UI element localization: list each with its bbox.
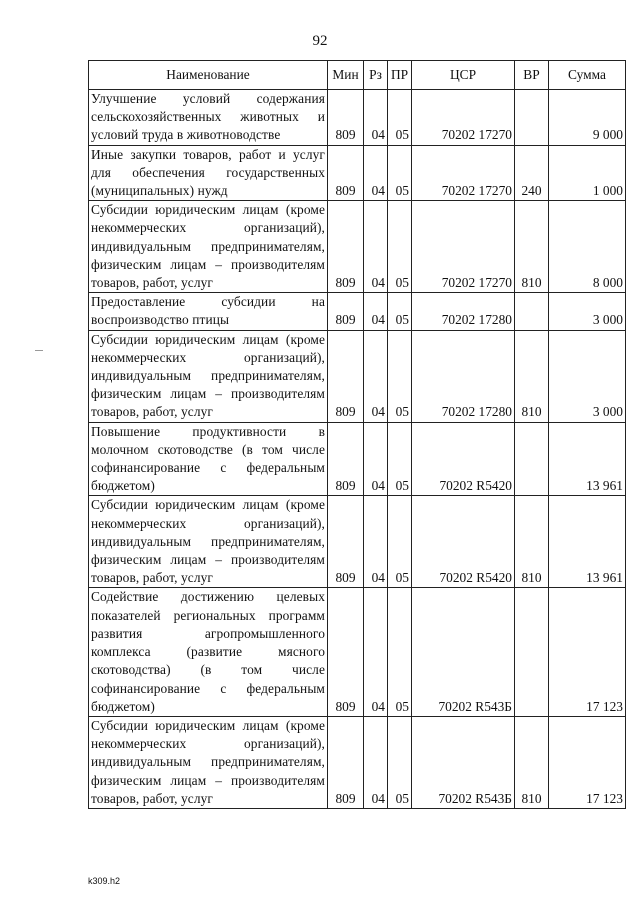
header-min: Мин xyxy=(328,61,364,90)
budget-table xyxy=(88,60,626,809)
header-name: Наименование xyxy=(89,61,328,90)
cell-name: Предоставление субсидии на воспроизводство птицы xyxy=(89,293,328,330)
cell-sum: 17 123 xyxy=(549,716,626,808)
cell-rz: 04 xyxy=(364,201,388,293)
cell-vr: 240 xyxy=(515,145,549,201)
cell-pr: 05 xyxy=(388,90,412,146)
cell-csr: 70202 R543Б xyxy=(412,716,515,808)
footer-code: k309.h2 xyxy=(88,876,121,886)
cell-vr: 810 xyxy=(515,496,549,588)
cell-csr: 70202 17280 xyxy=(412,330,515,422)
margin-mark xyxy=(35,350,43,351)
cell-sum: 1 000 xyxy=(549,145,626,201)
table-row xyxy=(89,293,626,330)
cell-sum: 9 000 xyxy=(549,90,626,146)
header-rz: Рз xyxy=(364,61,388,90)
cell-rz: 04 xyxy=(364,330,388,422)
cell-vr: 810 xyxy=(515,330,549,422)
cell-name: Субсидии юридическим лицам (кроме некоммерческих организаций), индивидуальным предпринимателям, физическим лицам – производителям товаров, работ, услуг xyxy=(89,201,328,293)
cell-vr: 810 xyxy=(515,201,549,293)
table-row xyxy=(89,588,626,716)
cell-pr: 05 xyxy=(388,422,412,496)
cell-sum: 13 961 xyxy=(549,422,626,496)
cell-csr: 70202 17270 xyxy=(412,90,515,146)
page-number: 92 xyxy=(312,33,328,49)
cell-name: Субсидии юридическим лицам (кроме некоммерческих организаций), индивидуальным предпринимателям, физическим лицам – производителям товаров, работ, услуг xyxy=(89,716,328,808)
cell-rz: 04 xyxy=(364,496,388,588)
cell-rz: 04 xyxy=(364,145,388,201)
table-row xyxy=(89,716,626,808)
cell-sum: 3 000 xyxy=(549,330,626,422)
cell-csr: 70202 17280 xyxy=(412,293,515,330)
cell-rz: 04 xyxy=(364,588,388,716)
cell-sum: 17 123 xyxy=(549,588,626,716)
table-row xyxy=(89,145,626,201)
cell-name: Иные закупки товаров, работ и услуг для обеспечения государственных (муниципальных) нужд xyxy=(89,145,328,201)
cell-pr: 05 xyxy=(388,330,412,422)
table-row xyxy=(89,422,626,496)
cell-vr xyxy=(515,588,549,716)
table-row xyxy=(89,201,626,293)
cell-name: Содействие достижению целевых показателей региональных программ развития агропромышленного комплекса (развитие мясного скотоводства) (в том числе софинансирование с федеральным бюджетом) xyxy=(89,588,328,716)
cell-pr: 05 xyxy=(388,496,412,588)
cell-min: 809 xyxy=(328,422,364,496)
cell-csr: 70202 R5420 xyxy=(412,422,515,496)
cell-vr: 810 xyxy=(515,716,549,808)
cell-min: 809 xyxy=(328,90,364,146)
cell-vr xyxy=(515,293,549,330)
table-row xyxy=(89,330,626,422)
header-pr: ПР xyxy=(388,61,412,90)
cell-name: Повышение продуктивности в молочном скотоводстве (в том числе софинансирование с федеральным бюджетом) xyxy=(89,422,328,496)
cell-rz: 04 xyxy=(364,293,388,330)
cell-pr: 05 xyxy=(388,716,412,808)
cell-rz: 04 xyxy=(364,422,388,496)
header-csr: ЦСР xyxy=(412,61,515,90)
header-sum: Сумма xyxy=(549,61,626,90)
cell-pr: 05 xyxy=(388,588,412,716)
cell-sum: 8 000 xyxy=(549,201,626,293)
cell-sum: 13 961 xyxy=(549,496,626,588)
cell-pr: 05 xyxy=(388,145,412,201)
cell-name: Улучшение условий содержания сельскохозяйственных животных и условий труда в животноводстве xyxy=(89,90,328,146)
table-row xyxy=(89,496,626,588)
cell-rz: 04 xyxy=(364,90,388,146)
cell-csr: 70202 R5420 xyxy=(412,496,515,588)
cell-csr: 70202 R543Б xyxy=(412,588,515,716)
cell-min: 809 xyxy=(328,145,364,201)
cell-min: 809 xyxy=(328,716,364,808)
cell-vr xyxy=(515,90,549,146)
header-row xyxy=(89,61,626,90)
cell-sum: 3 000 xyxy=(549,293,626,330)
cell-pr: 05 xyxy=(388,201,412,293)
cell-rz: 04 xyxy=(364,716,388,808)
cell-name: Субсидии юридическим лицам (кроме некоммерческих организаций), индивидуальным предпринимателям, физическим лицам – производителям товаров, работ, услуг xyxy=(89,496,328,588)
cell-min: 809 xyxy=(328,293,364,330)
cell-name: Субсидии юридическим лицам (кроме некоммерческих организаций), индивидуальным предпринимателям, физическим лицам – производителям товаров, работ, услуг xyxy=(89,330,328,422)
cell-csr: 70202 17270 xyxy=(412,145,515,201)
cell-csr: 70202 17270 xyxy=(412,201,515,293)
table-row xyxy=(89,90,626,146)
cell-vr xyxy=(515,422,549,496)
cell-min: 809 xyxy=(328,201,364,293)
cell-min: 809 xyxy=(328,496,364,588)
cell-min: 809 xyxy=(328,588,364,716)
header-vr: ВР xyxy=(515,61,549,90)
cell-pr: 05 xyxy=(388,293,412,330)
cell-min: 809 xyxy=(328,330,364,422)
